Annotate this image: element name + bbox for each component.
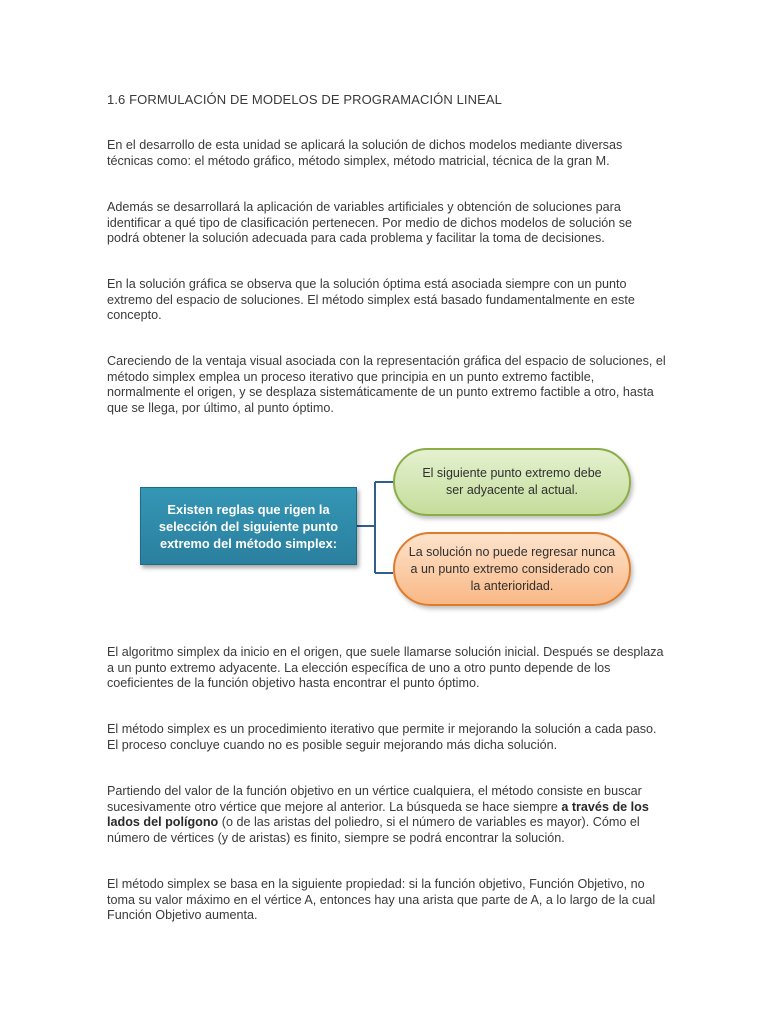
rule-no-return-box: La solución no puede regresar nunca a un punto extremo considerado con la anterioridad. bbox=[393, 532, 631, 606]
rule-adjacent-box: El siguiente punto extremo debe ser adyacente al actual. bbox=[393, 448, 631, 516]
paragraph-vertex-search-bold: a través de los lados del polígono bbox=[107, 799, 649, 830]
paragraph-vertex-search-part1: Partiendo del valor de la función objetivo en un vértice cualquiera, el método consiste en buscar sucesivamente otro vértice que mejore al anterior. La búsqueda se hace siempre bbox=[107, 784, 642, 814]
paragraph-simplex-process: Careciendo de la ventaja visual asociada con la representación gráfica del espacio de soluciones, el método simplex emplea un proceso iterativo que principia en un punto extremo factible, normalmente el origen, y se desplaza sistemáticamente de un punto extremo factible a otro, hasta que se llega, por último, al punto óptimo. bbox=[107, 354, 666, 415]
rules-main-box: Existen reglas que rigen la selección del siguiente punto extremo del método simplex: bbox=[140, 487, 357, 565]
paragraph-artificial-variables: Además se desarrollará la aplicación de variables artificiales y obtención de soluciones para identificar a qué tipo de clasificación pertenecen. Por medio de dichos modelos de solución se podrá obtener la solución adecuada para cada problema y facilitar la toma de decisiones. bbox=[107, 200, 633, 246]
paragraph-algorithm-start: El algoritmo simplex da inicio en el origen, que suele llamarse solución inicial. Después se desplaza a un punto extremo adyacente. La elección específica de uno a otro punto depende de los coeficientes de la función objetivo hasta encontrar el punto óptimo. bbox=[107, 645, 664, 691]
paragraph-intro: En el desarrollo de esta unidad se aplicará la solución de dichos modelos mediante diversas técnicas como: el método gráfico, método simplex, método matricial, técnica de la gran M. bbox=[107, 138, 623, 168]
paragraph-graphic-solution: En la solución gráfica se observa que la solución óptima está asociada siempre con un punto extremo del espacio de soluciones. El método simplex está basado fundamentalmente en este concepto. bbox=[107, 277, 635, 323]
paragraph-vertex-search bbox=[107, 784, 667, 846]
connector-lines bbox=[357, 482, 393, 573]
simplex-rules-diagram bbox=[130, 440, 640, 615]
paragraph-vertex-search-part2: (o de las aristas del poliedro, si el número de variables es mayor). Cómo el número de vértices (y de aristas) es finito, siempre se podrá encontrar la solución. bbox=[107, 815, 640, 845]
paragraph-iterative-procedure: El método simplex es un procedimiento iterativo que permite ir mejorando la solución a cada paso. El proceso concluye cuando no es posible seguir mejorando más dicha solución. bbox=[107, 722, 657, 752]
section-heading: 1.6 FORMULACIÓN DE MODELOS DE PROGRAMACIÓN LINEAL bbox=[107, 92, 502, 107]
paragraph-simplex-property: El método simplex se basa en la siguiente propiedad: si la función objetivo, Función Objetivo, no toma su valor máximo en el vértice A, entonces hay una arista que parte de A, a lo largo de la cual Función Objetivo aumenta. bbox=[107, 877, 656, 923]
